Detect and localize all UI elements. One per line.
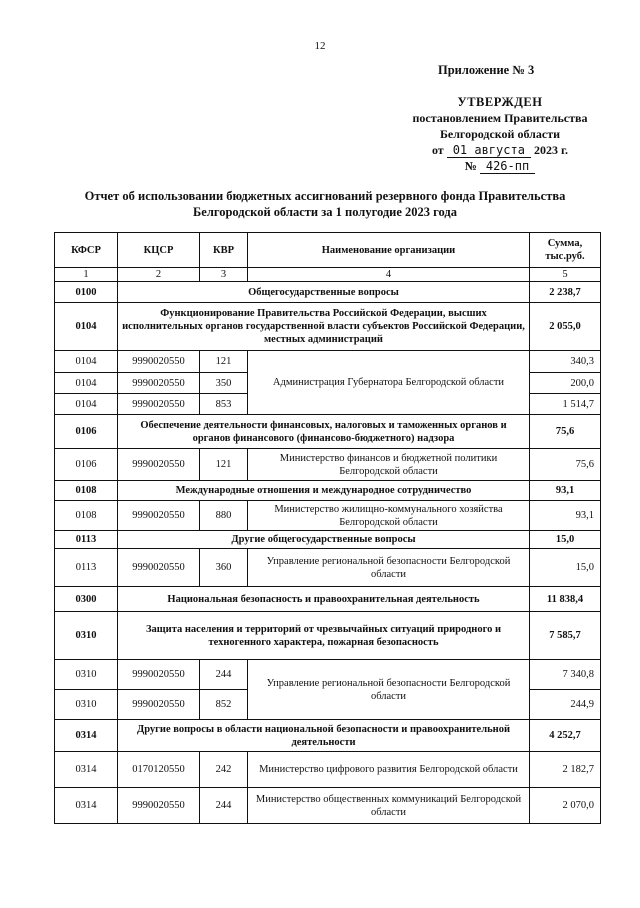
header-kvr: КВР [200,233,248,268]
title-line-1: Отчет об использовании бюджетных ассигнований резервного фонда Правительства [84,189,566,203]
title-line-2: Белгородской области за 1 полугодие 2023 года [193,205,457,219]
kcsr-cell: 9990020550 [118,394,200,415]
section-sum: 75,6 [530,415,601,449]
kcsr-cell: 9990020550 [118,788,200,824]
report-table [54,232,601,824]
detail-row [55,752,601,788]
section-name: Общегосударственные вопросы [118,282,530,303]
section-row [55,612,601,660]
section-row [55,531,601,549]
kfsr-cell: 0310 [55,690,118,720]
colnum-2: 2 [118,268,200,282]
date-year: 2023 г. [533,143,569,157]
kcsr-cell: 9990020550 [118,690,200,720]
document-title [60,188,590,220]
section-sum: 2 055,0 [530,303,601,351]
section-sum: 15,0 [530,531,601,549]
org-cell: Министерство финансов и бюджетной политики Белгородской области [248,449,530,481]
approval-title: УТВЕРЖДЕН [457,95,543,109]
section-name: Защита населения и территорий от чрезвычайных ситуаций природного и техногенного характера, пожарная безопасность [118,612,530,660]
kfsr-cell: 0104 [55,394,118,415]
org-cell: Администрация Губернатора Белгородской области [248,351,530,415]
detail-row [55,660,601,690]
colnum-3: 3 [200,268,248,282]
kcsr-cell: 9990020550 [118,549,200,587]
kcsr-cell: 9990020550 [118,660,200,690]
number-prefix: № [464,159,477,173]
section-name: Обеспечение деятельности финансовых, налоговых и таможенных органов и органов финансового (финансово-бюджетного) надзора [118,415,530,449]
approval-number [400,158,600,174]
org-cell: Министерство жилищно-коммунального хозяйства Белгородской области [248,501,530,531]
header-org: Наименование организации [248,233,530,268]
section-code: 0104 [55,303,118,351]
date-value: 01 августа [447,143,531,158]
section-row [55,303,601,351]
appendix-label: Приложение № 3 [438,63,535,77]
section-sum: 11 838,4 [530,587,601,612]
sum-cell: 200,0 [530,373,601,394]
section-sum: 93,1 [530,481,601,501]
approval-line-1: постановлением Правительства [412,111,588,125]
section-code: 0113 [55,531,118,549]
detail-row [55,351,601,373]
org-cell: Управление региональной безопасности Белгородской области [248,660,530,720]
colnum-4: 4 [248,268,530,282]
detail-row [55,788,601,824]
section-sum: 7 585,7 [530,612,601,660]
section-sum: 2 238,7 [530,282,601,303]
sum-cell: 75,6 [530,449,601,481]
section-name: Функционирование Правительства Российской Федерации, высших исполнительных органов государственной власти субъектов Российской Федерации, местных администраций [118,303,530,351]
kfsr-cell: 0113 [55,549,118,587]
kvr-cell: 244 [200,788,248,824]
kvr-cell: 360 [200,549,248,587]
kvr-cell: 853 [200,394,248,415]
sum-cell: 2 182,7 [530,752,601,788]
org-cell: Министерство общественных коммуникаций Белгородской области [248,788,530,824]
date-prefix: от [431,143,444,157]
sum-cell: 244,9 [530,690,601,720]
number-value: 426-пп [480,159,535,174]
kvr-cell: 121 [200,449,248,481]
section-row [55,282,601,303]
kcsr-cell: 9990020550 [118,373,200,394]
section-code: 0106 [55,415,118,449]
section-code: 0310 [55,612,118,660]
kcsr-cell: 9990020550 [118,449,200,481]
detail-row [55,449,601,481]
section-name: Другие вопросы в области национальной безопасности и правоохранительной деятельности [118,720,530,752]
detail-row [55,501,601,531]
sum-cell: 93,1 [530,501,601,531]
kcsr-cell: 9990020550 [118,501,200,531]
org-cell: Министерство цифрового развития Белгородской области [248,752,530,788]
sum-cell: 15,0 [530,549,601,587]
detail-row [55,549,601,587]
section-code: 0300 [55,587,118,612]
approval-line-2: Белгородской области [439,127,561,141]
section-row [55,720,601,752]
kvr-cell: 121 [200,351,248,373]
kfsr-cell: 0104 [55,373,118,394]
section-row [55,481,601,501]
section-name: Другие общегосударственные вопросы [118,531,530,549]
header-kfsr: КФСР [55,233,118,268]
section-code: 0100 [55,282,118,303]
kcsr-cell: 9990020550 [118,351,200,373]
sum-cell: 340,3 [530,351,601,373]
kvr-cell: 852 [200,690,248,720]
section-row [55,587,601,612]
header-row [55,233,601,268]
column-numbers-row [55,268,601,282]
section-name: Национальная безопасность и правоохранительная деятельность [118,587,530,612]
org-cell: Управление региональной безопасности Белгородской области [248,549,530,587]
kfsr-cell: 0310 [55,660,118,690]
section-name: Международные отношения и международное сотрудничество [118,481,530,501]
kfsr-cell: 0104 [55,351,118,373]
sum-cell: 7 340,8 [530,660,601,690]
kvr-cell: 350 [200,373,248,394]
approval-date [400,142,600,158]
kvr-cell: 244 [200,660,248,690]
kfsr-cell: 0108 [55,501,118,531]
header-sum: Сумма, тыс.руб. [530,233,601,268]
kvr-cell: 242 [200,752,248,788]
section-row [55,415,601,449]
section-code: 0314 [55,720,118,752]
kcsr-cell: 0170120550 [118,752,200,788]
kvr-cell: 880 [200,501,248,531]
sum-cell: 1 514,7 [530,394,601,415]
section-code: 0108 [55,481,118,501]
sum-cell: 2 070,0 [530,788,601,824]
page-number: 12 [314,40,326,52]
header-kcsr: КЦСР [118,233,200,268]
approval-block [400,94,600,174]
colnum-5: 5 [530,268,601,282]
kfsr-cell: 0106 [55,449,118,481]
colnum-1: 1 [55,268,118,282]
kfsr-cell: 0314 [55,788,118,824]
section-sum: 4 252,7 [530,720,601,752]
kfsr-cell: 0314 [55,752,118,788]
